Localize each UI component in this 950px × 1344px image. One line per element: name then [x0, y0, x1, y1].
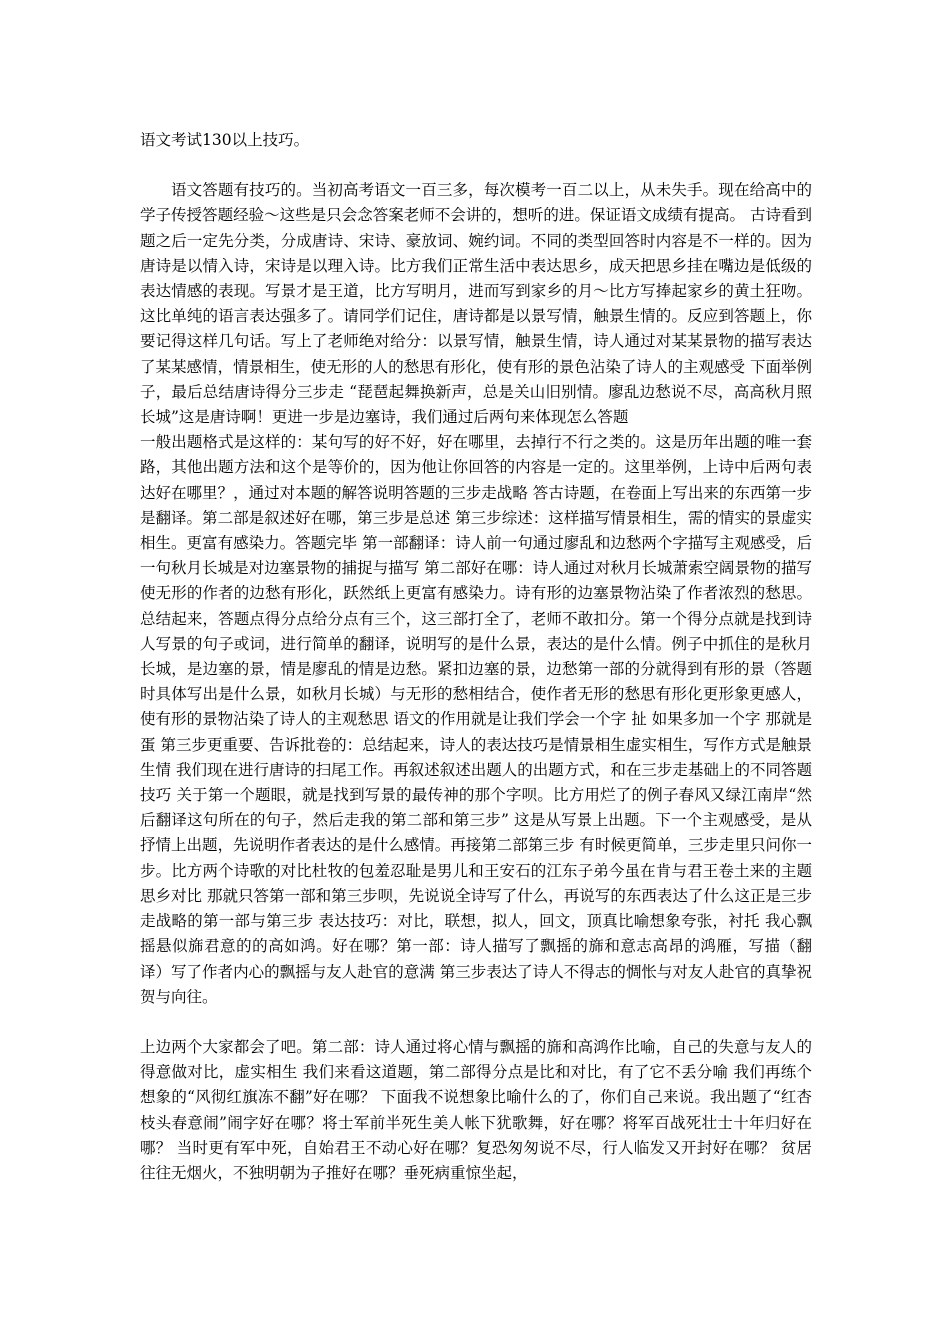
paragraph-intro: 语文答题有技巧的。当初高考语文一百三多，每次模考一百二以上，从未失手。现在给高中的学子传授答题经验～这些是只会念答案老师不会讲的，想听的进。保证语文成绩有提高。 古诗看到题之后一定先分类，分成唐诗、宋诗、豪放词、婉约词。不同的类型回答时内容是不一样的。因为唐诗是以情入诗，宋诗是以理入诗。比方我们正常生活中表达思乡，成天把思乡挂在嘴边是低级的表达情感的表现。写景才是王道，比方写明月，进而写到家乡的月～比方写捧起家乡的黄土狂吻。这比单纯的语言表达强多了。请同学们记住，唐诗都是以景写情，触景生情的。反应到答题上，你要记得这样几句话。写上了老师绝对给分：以景写情，触景生情，诗人通过对某某景物的描写表达了某某感情，情景相生，使无形的人的愁思有形化，使有形的景色沾染了诗人的主观感受 下面举例子，最后总结唐诗得分三步走 “琵琶起舞换新声，总是关山旧别情。廖乱边愁说不尽，高高秋月照长城”这是唐诗啊！更进一步是边塞诗，我们通过后两句来体现怎么答题 — [140, 181, 812, 427]
paragraph-practice: 上边两个大家都会了吧。第二部：诗人通过将心情与飘摇的旆和高鸿作比喻，自己的失意与友人的得意做对比，虚实相生 我们来看这道题，第二部得分点是比和对比，有了它不丢分喻 我们再练个想象的“风彻红旗冻不翻”好在哪？ 下面我不说想象比喻什么的了，你们自己来说。我出题了“红杏枝头春意闹”闹字好在哪？将士军前半死生美人帐下犹歌舞，好在哪？将军百战死壮士十年归好在哪？ 当时更有军中死，自始君王不动心好在哪？复恐匆匆说不尽，行人临发又开封好在哪？ 贫居往往无烟火，不独明朝为子推好在哪？垂死病重惊坐起， — [140, 1037, 812, 1182]
paragraph-method: 一般出题格式是这样的：某句写的好不好，好在哪里，去掉行不行之类的。这是历年出题的唯一套路，其他出题方法和这个是等价的，因为他让你回答的内容是一定的。这里举例，上诗中后两句表达好在哪里？，通过对本题的解答说明答题的三步走战略 答古诗题，在卷面上写出来的东西第一步是翻译。第二部是叙述好在哪，第三步是总述 第三步综述：这样描写情景相生，需的情实的景虚实相生。更富有感染力。答题完毕 第一部翻译：诗人前一句通过廖乱和边愁两个字描写主观感受，后一句秋月长城是对边塞景物的捕捉与描写 第二部好在哪：诗人通过对秋月长城萧索空阔景物的描写使无形的作者的边愁有形化，跃然纸上更富有感染力。诗有形的边塞景物沾染了作者浓烈的愁思。总结起来，答题点得分点给分点有三个，这三部打全了，老师不敢扣分。第一个得分点就是找到诗人写景的句子或词，进行简单的翻译，说明写的是什么景，表达的是什么情。例子中抓住的是秋月长城，是边塞的景，情是廖乱的情是边愁。紧扣边塞的景，边愁第一部的分就得到有形的景（答题时具体写出是什么景，如秋月长城）与无形的愁相结合，使作者无形的愁思有形化更形象更感人，使有形的景物沾染了诗人的主观愁思 语文的作用就是让我们学会一个字 扯 如果多加一个字 那就是 蛋 第三步更重要、告诉批卷的：总结起来，诗人的表达技巧是情景相生虚实相生，写作方式是触景生情 我们现在进行唐诗的扫尾工作。再叙述叙述出题人的出题方式，和在三步走基础上的不同答题技巧 关于第一个题眼，就是找到写景的最传神的那个字呗。比方用烂了的例子春风又绿江南岸“然后翻译这句所在的句子，然后走我的第二部和第三步” 这是从写景上出题。下一个主观感受，是从抒情上出题，先说明作者表达的是什么感情。再接第二部第三步 有时候更简单，三步走里只问你一步。比方两个诗歌的对比杜牧的包羞忍耻是男儿和王安石的江东子弟今虽在肯与君王卷土来的主题思乡对比 那就只答第一部和第三步呗，先说说全诗写了什么，再说写的东西表达了什么这正是三步走战略的第一部与第三步 表达技巧：对比，联想，拟人，回文，顶真比喻想象夸张，衬托 我心飘摇悬似旆君意的的高如鸿。好在哪？第一部：诗人描写了飘摇的旆和意志高昂的鸿雁，写描（翻译）写了作者内心的飘摇与友人赴官的意满 第三步表达了诗人不得志的惆怅与对友人赴官的真挚祝贺与向往。 — [140, 433, 812, 1006]
document-body — [140, 128, 812, 1186]
document-title: 语文考试130以上技巧。 — [140, 131, 310, 149]
